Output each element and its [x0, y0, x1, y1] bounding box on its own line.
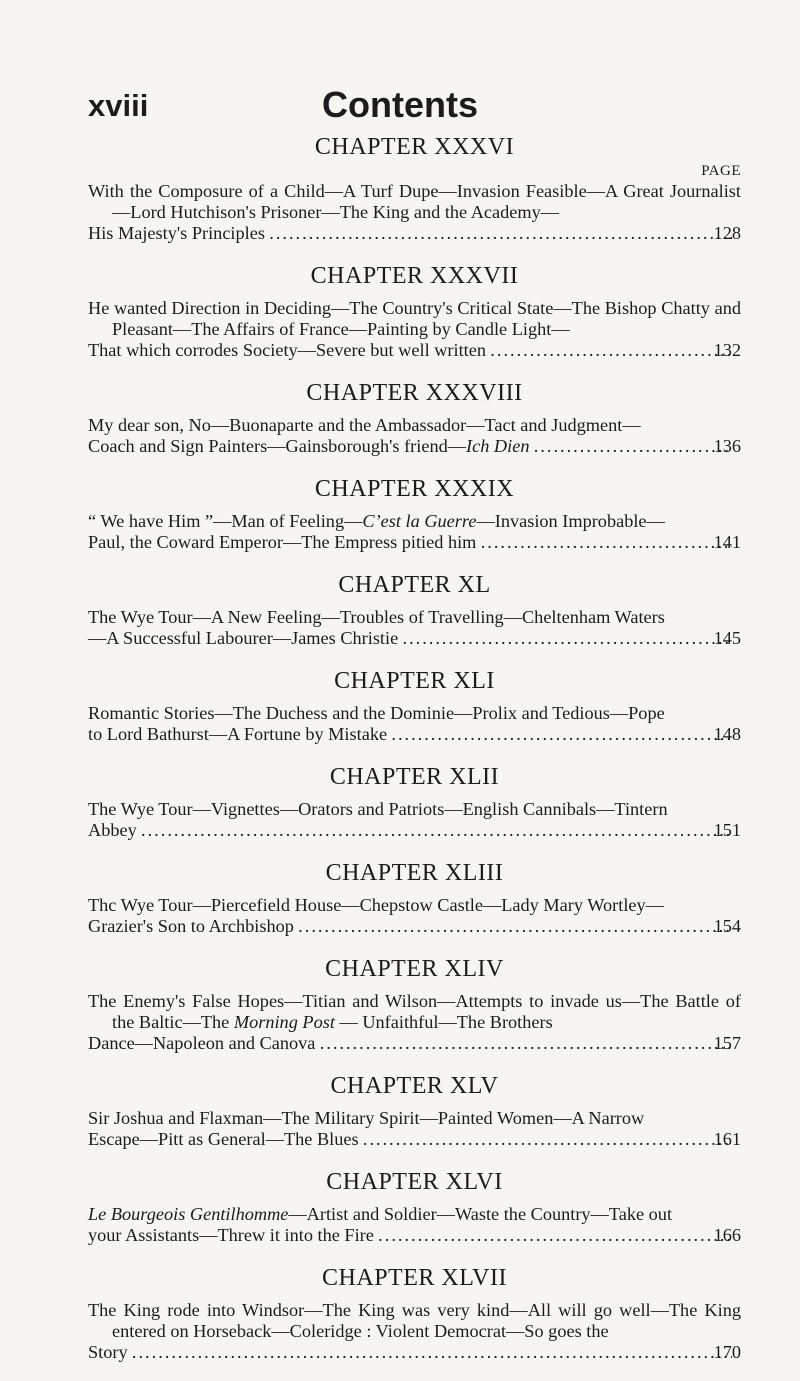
chapter-entry	[88, 955, 741, 1054]
chapter-synopsis: “ We have Him ”—Man of Feeling—C’est la Guerre—Invasion Improbable— Paul, the Coward Emperor—The Empress pitied him ..... 141	[88, 511, 741, 553]
dot-leader	[531, 436, 731, 457]
chapter-synopsis: Thc Wye Tour—Piercefield House—Chepstow Castle—Lady Mary Wortley— Grazier's Son to Archbishop ..... 154	[88, 895, 741, 937]
chapter-page-number: 170	[713, 1342, 741, 1362]
dot-leader	[376, 1225, 732, 1246]
running-title: Contents	[322, 84, 478, 125]
dot-leader	[361, 1129, 732, 1150]
chapter-entry	[88, 571, 741, 649]
chapter-entry	[88, 379, 741, 457]
dot-leader	[267, 223, 732, 244]
chapter-heading: CHAPTER XLIV	[325, 956, 504, 982]
chapter-entry	[88, 763, 741, 841]
dot-leader	[478, 532, 731, 553]
chapter-synopsis: He wanted Direction in Deciding—The Country's Critical State—The Bishop Chatty and Pleasant—The Affairs of France—Painting by Candle Light— That which corrodes Society—Severe but well written ..... 132	[88, 298, 741, 361]
chapter-synopsis: The Wye Tour—A New Feeling—Troubles of Travelling—Cheltenham Waters —A Successful Labourer—James Christie ..... 145	[88, 607, 741, 649]
chapter-heading: CHAPTER XLV	[330, 1073, 499, 1099]
dot-leader	[400, 628, 731, 649]
chapter-page-number: 166	[713, 1225, 741, 1245]
chapter-entry	[88, 475, 741, 553]
page-number: xviii	[88, 88, 149, 123]
chapter-entry	[88, 133, 741, 244]
dot-leader	[389, 724, 731, 745]
chapter-page-number: 148	[713, 724, 741, 744]
chapter-entry	[88, 859, 741, 937]
chapter-heading: CHAPTER XLVII	[322, 1265, 507, 1291]
chapter-synopsis: My dear son, No—Buonaparte and the Ambassador—Tact and Judgment— Coach and Sign Painters—Gainsborough's friend—Ich Dien ..... 136	[88, 415, 741, 457]
chapter-entry	[88, 1168, 741, 1246]
chapter-synopsis: Romantic Stories—The Duchess and the Dominie—Prolix and Tedious—Pope to Lord Bathurst—A Fortune by Mistake ..... 148	[88, 703, 741, 745]
chapter-synopsis: The Enemy's False Hopes—Titian and Wilson—Attempts to invade us—The Battle of the Baltic—The Morning Post — Unfaithful—The Brothers Dance—Napoleon and Canova ..... 157	[88, 991, 741, 1054]
chapter-heading: CHAPTER XL	[338, 572, 491, 598]
dot-leader	[139, 820, 732, 841]
chapter-heading: CHAPTER XXXIX	[314, 476, 515, 502]
chapter-heading: CHAPTER XXXVIII	[306, 380, 523, 406]
dot-leader	[488, 340, 732, 361]
chapter-synopsis: The Wye Tour—Vignettes—Orators and Patriots—English Cannibals—Tintern Abbey ..... 151	[88, 799, 741, 841]
chapter-heading: CHAPTER XLII	[329, 764, 500, 790]
dot-leader	[296, 916, 732, 937]
chapter-page-number: 154	[713, 916, 741, 936]
page-column-label: PAGE	[701, 163, 741, 179]
chapter-heading: CHAPTER XLIII	[325, 860, 504, 886]
chapter-synopsis: With the Composure of a Child—A Turf Dupe—Invasion Feasible—A Great Journalist—Lord Hutchison's Prisoner—The King and the Academy— His Majesty's Principles ..... 128	[88, 181, 741, 244]
chapter-entry	[88, 667, 741, 745]
chapter-page-number: 141	[713, 532, 741, 552]
chapter-page-number: 132	[713, 340, 741, 360]
chapter-page-number: 161	[713, 1129, 741, 1149]
chapter-page-number: 151	[713, 820, 741, 840]
page-header	[88, 84, 712, 134]
chapter-page-number: 128	[713, 223, 741, 243]
chapter-page-number: 157	[713, 1033, 741, 1053]
dot-leader	[317, 1033, 731, 1054]
chapter-synopsis: The King rode into Windsor—The King was very kind—All will go well—The King entered on Horseback—Coleridge : Violent Democrat—So goes the Story ..... 170	[88, 1300, 741, 1363]
chapter-heading: CHAPTER XXXVII	[310, 263, 519, 289]
chapter-page-number: 136	[713, 436, 741, 456]
chapter-synopsis: Sir Joshua and Flaxman—The Military Spirit—Painted Women—A Narrow Escape—Pitt as General—The Blues ..... 161	[88, 1108, 741, 1150]
chapter-entry	[88, 1264, 741, 1363]
chapter-heading: CHAPTER XLI	[334, 668, 495, 694]
chapter-heading: CHAPTER XXXVI	[314, 134, 515, 160]
chapter-synopsis: Le Bourgeois Gentilhomme—Artist and Soldier—Waste the Country—Take out your Assistants—Threw it into the Fire ..... 166	[88, 1204, 741, 1246]
chapter-entry	[88, 262, 741, 361]
chapter-entry	[88, 1072, 741, 1150]
dot-leader	[130, 1342, 732, 1363]
chapter-page-number: 145	[713, 628, 741, 648]
contents-list	[88, 133, 741, 1381]
chapter-heading: CHAPTER XLVI	[326, 1169, 503, 1195]
